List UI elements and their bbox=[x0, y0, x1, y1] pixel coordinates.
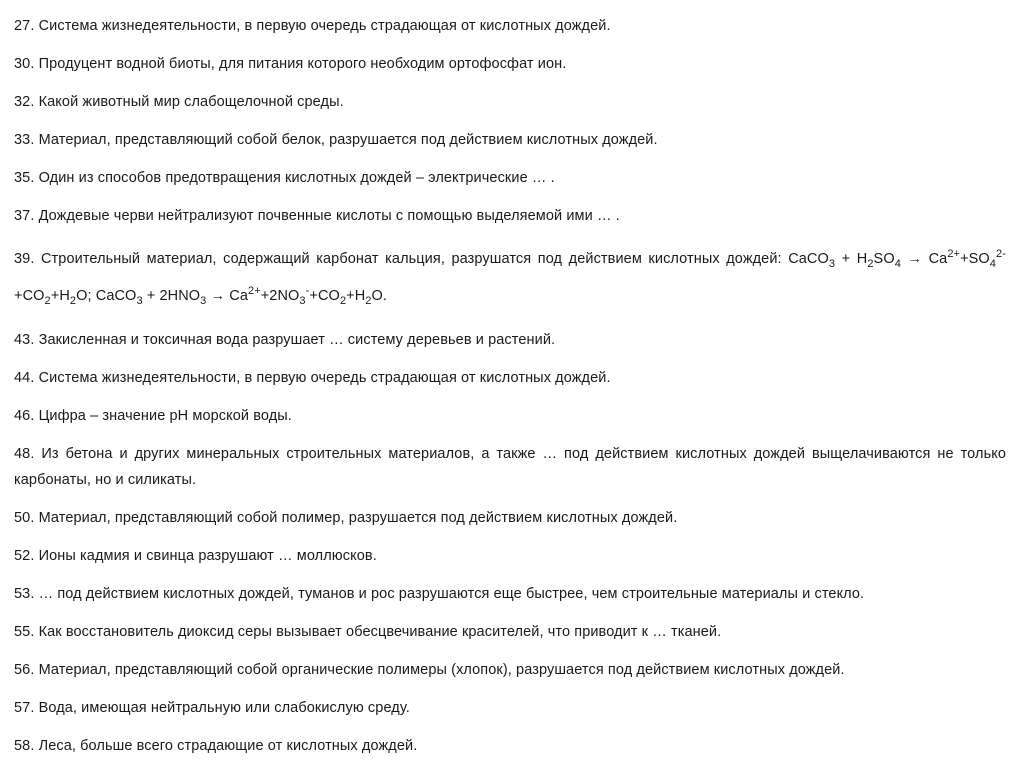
question-item-43: 43. Закисленная и токсичная вода разрушает … систему деревьев и растений. bbox=[14, 332, 556, 348]
question-item-46: 46. Цифра – значение pH морской воды. bbox=[14, 408, 292, 424]
question-item-52: 52. Ионы кадмия и свинца разрушают … моллюсков. bbox=[14, 548, 377, 564]
question-item-35: 35. Один из способов предотвращения кислотных дождей – электрические … . bbox=[14, 170, 555, 186]
question-item-44: 44. Система жизнедеятельности, в первую очередь страдающая от кислотных дождей. bbox=[14, 370, 611, 386]
question-item-57: 57. Вода, имеющая нейтральную или слабокислую среду. bbox=[14, 700, 410, 716]
question-item-30: 30. Продуцент водной биоты, для питания которого необходим ортофосфат ион. bbox=[14, 56, 567, 72]
question-item-33: 33. Материал, представляющий собой белок, разрушается под действием кислотных дождей. bbox=[14, 132, 658, 148]
question-item-56: 56. Материал, представляющий собой органические полимеры (хлопок), разрушается под действием кислотных дождей. bbox=[14, 662, 845, 678]
question-item-32: 32. Какой животный мир слабощелочной среды. bbox=[14, 94, 344, 110]
question-item-39-chemical-equations: 39. Строительный материал, содержащий карбонат кальция, разрушатся под действием кислотных дождей: CaCO$_3$ + $H_2SO_4 \to Ca^{2+}+SO_4^{2-}+CO_2+H_2O$; CaCO$_3$ + $2HNO_3 \to Ca^{2+}+2NO_3^-+CO_2+H_2O$. bbox=[14, 248, 1006, 307]
question-item-55: 55. Как восстановитель диоксид серы вызывает обесцвечивание красителей, что приводит к … тканей. bbox=[14, 624, 722, 640]
question-item-37: 37. Дождевые черви нейтрализуют почвенные кислоты с помощью выделяемой ими … . bbox=[14, 208, 620, 224]
question-item-48: 48. Из бетона и других минеральных строительных материалов, а также … под действием кислотных дождей выщелачиваются не только карбонаты, но и силикаты. bbox=[14, 446, 1006, 488]
question-item-58: 58. Леса, больше всего страдающие от кислотных дождей. bbox=[14, 738, 418, 754]
question-item-53: 53. … под действием кислотных дождей, туманов и рос разрушаются еще быстрее, чем строительные материалы и стекло. bbox=[14, 586, 865, 602]
question-item-50: 50. Материал, представляющий собой полимер, разрушается под действием кислотных дождей. bbox=[14, 510, 678, 526]
question-item-27: 27. Система жизнедеятельности, в первую очередь страдающая от кислотных дождей. bbox=[14, 18, 611, 34]
